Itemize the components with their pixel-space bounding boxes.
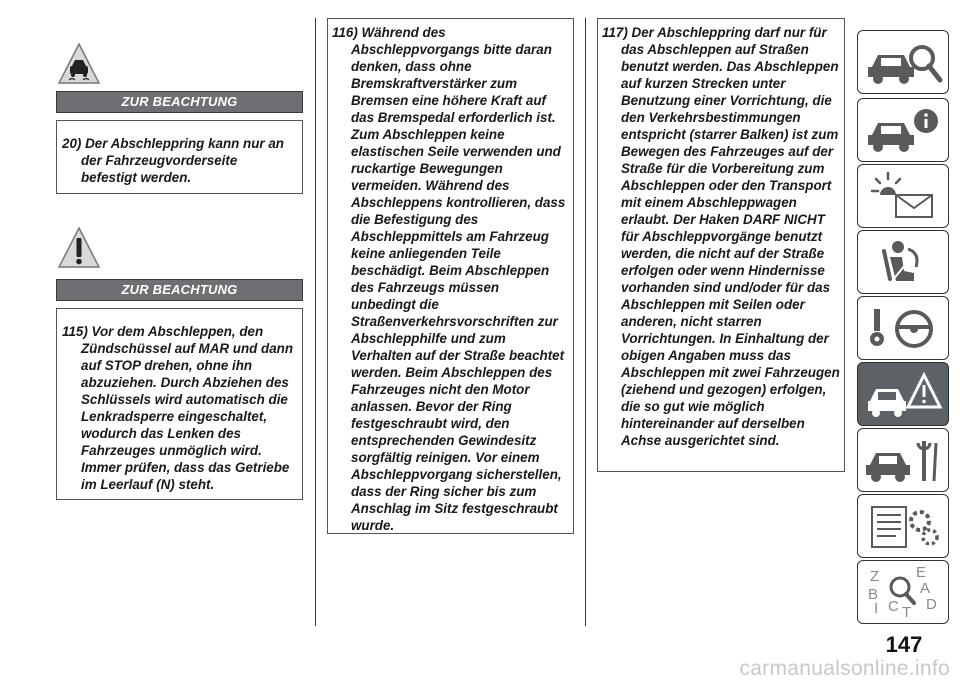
column-divider	[315, 18, 316, 626]
tab-warning-lights[interactable]	[857, 164, 949, 228]
note-20: 20) Der Abschleppring kann nur an der Fahrzeugvorderseite befestigt werden.	[62, 136, 284, 185]
index-letter: A	[920, 580, 931, 597]
car-info-icon	[858, 99, 950, 163]
index-letter: B	[868, 586, 879, 603]
tab-emergency[interactable]	[857, 362, 949, 426]
warning-box	[56, 308, 303, 500]
tab-safety[interactable]	[857, 230, 949, 294]
index-letter: D	[926, 596, 937, 613]
car-breakdown-warning-icon	[858, 363, 950, 427]
index-letter: I	[874, 600, 879, 617]
index-letter: T	[902, 604, 912, 621]
exclamation-warning-icon	[57, 226, 101, 270]
tab-alphabetical-index[interactable]	[857, 560, 949, 624]
index-letter: Z	[870, 568, 880, 585]
warning-lights-message-icon	[858, 165, 950, 229]
tab-technical-data[interactable]	[857, 494, 949, 558]
note-117: 117) Der Abschleppring darf nur für das Abschleppen auf Straßen benutzt werden. Das Abschleppen auf kurzen Strecken unter Benutzung einer Vorrichtung, die den Verkehrsbestimmungen entspricht (starrer Balken) ist zum Bewegen des Fahrzeuges auf der Straße für die Vorbereitung zum Abschleppen oder den Transport mit einem Abschleppwagen erlaubt. Der Haken DARF NICHT für Abschleppvorgänge benutzt werden, die nicht auf der Straße erfolgen oder wenn Hindernisse vorhanden sind und/oder für das Abschleppen mit Seilen oder anderen, nicht starren Vorrichtungen. In Einhaltung der obigen Angaben muss das Abschleppen mit zwei Fahrzeugen (ziehend und gezogen) erfolgen, die so gut wie möglich hintereinander auf derselben Achse ausgerichtet sind.	[602, 25, 840, 448]
tab-car-info[interactable]	[857, 98, 949, 162]
technical-data-icon	[858, 495, 950, 559]
alphabetical-index-icon	[858, 561, 950, 625]
car-maintenance-icon	[858, 429, 950, 493]
watermark: carmanualsonline.info	[739, 657, 950, 680]
key-steering-wheel-icon	[858, 297, 950, 361]
index-letter: E	[916, 564, 927, 581]
warning-box	[327, 18, 574, 534]
tab-maintenance[interactable]	[857, 428, 949, 492]
warning-box	[597, 18, 845, 472]
warning-banner: ZUR BEACHTUNG	[56, 279, 303, 301]
note-116: 116) Während des Abschleppvorgangs bitte daran denken, dass ohne Bremskraftverstärker zum Bremsen eine höhere Kraft auf das Bremspedal erforderlich ist. Zum Abschleppen keine elastischen Seile verwenden und ruckartige Bewegungen vermeiden. Während des Abschleppens kontrollieren, dass die Befestigung des Abschleppmittels am Fahrzeug keine anliegenden Teile beschädigt. Beim Abschleppen des Fahrzeugs müssen unbedingt die Straßenverkehrsvorschriften zur Abschlepphilfe und zum Verhalten auf der Straße beachtet werden. Beim Abschleppen des Fahrzeuges nicht den Motor anlassen. Bevor der Ring festgeschraubt wird, den entsprechenden Gewindesitz sorgfältig reinigen. Vor einem Abschleppvorgang sicherstellen, dass der Ring sicher bis zum Anschlag im Sitz festgeschraubt wurde.	[332, 25, 566, 533]
car-magnifier-icon	[858, 31, 950, 95]
seat-airbag-icon	[858, 231, 950, 295]
column-divider	[585, 18, 586, 626]
note-115: 115) Vor dem Abschleppen, den Zündschüssel auf MAR und dann auf STOP drehen, ohne ihn abzuziehen. Durch Abziehen des Schlüssels wird automatisch die Lenkradsperre eingeschaltet, wodurch das Lenken des Fahrzeuges unmöglich wird. Immer prüfen, dass das Getriebe im Leerlauf (N) steht.	[62, 324, 294, 492]
page-number: 147	[885, 632, 923, 657]
slippery-road-warning-icon	[57, 42, 101, 86]
warning-box	[56, 120, 303, 194]
index-letter: C	[888, 598, 899, 615]
warning-banner: ZUR BEACHTUNG	[56, 91, 303, 113]
tab-starting-driving[interactable]	[857, 296, 949, 360]
tab-car-overview[interactable]	[857, 30, 949, 94]
